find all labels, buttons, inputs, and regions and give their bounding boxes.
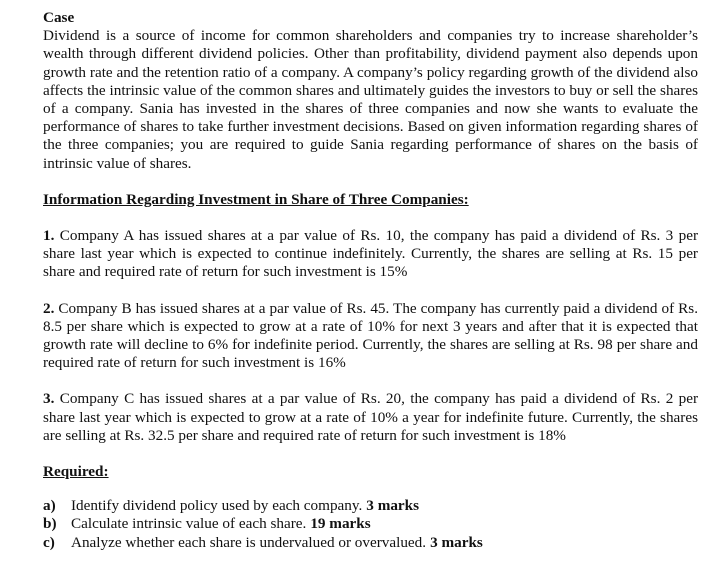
required-heading: Required: — [43, 463, 109, 481]
required-item-text: Identify dividend policy used by each company. — [71, 497, 363, 515]
company-item — [43, 227, 698, 282]
required-item — [43, 515, 698, 533]
company-item-number: 3. — [43, 390, 55, 408]
required-item — [43, 497, 698, 515]
case-document — [43, 9, 698, 552]
company-item-text: Company B has issued shares at a par value of Rs. 45. The company has currently paid a dividend of Rs. 8.5 per share which is expected to grow at a rate of 10% for next 3 years and after that it is expected that growth rate will decline to 6% for indefinite period. Currently, the shares are selling at Rs. 98 per share and required rate of return for such investment is 16% — [43, 299, 698, 372]
company-item-text: Company C has issued shares at a par value of Rs. 20, the company has paid a dividend of Rs. 2 per share last year which is expected to grow at a rate of 10% a year for indefinite future. Currently, the shares are selling at Rs. 32.5 per share and required rate of return for such investment is 18% — [43, 390, 699, 444]
company-item-text: Company A has issued shares at a par value of Rs. 10, the company has paid a dividend of Rs. 3 per share last year which is expected to continue indefinitely. Currently, the shares are selling at Rs. 15 per share and required rate of return for such investment is 15% — [43, 227, 698, 281]
required-item-marks: 19 marks — [310, 515, 371, 533]
required-item-letter: b) — [43, 515, 57, 533]
company-item — [43, 390, 698, 445]
required-item-text: Analyze whether each share is undervalued or overvalued. — [71, 533, 427, 551]
company-item — [43, 300, 698, 373]
case-body: Dividend is a source of income for common shareholders and companies try to increase shareholder’s wealth through different dividend policies. Other than profitability, dividend payment also depends upon growth rate and the retention ratio of a company. A company’s policy regarding growth of the dividend also affects the intrinsic value of the common shares and ultimately guides the investors to buy or sell the shares of a company. Sania has invested in the shares of three companies and now she wants to evaluate the performance of shares to take further investment decisions. Based on given information regarding shares of the three companies; you are required to guide Sania regarding performance of shares on the basis of intrinsic value of shares. — [43, 27, 698, 172]
required-item-marks: 3 marks — [366, 497, 420, 515]
required-item — [43, 534, 698, 552]
required-item-marks: 3 marks — [430, 533, 483, 551]
required-item-letter: a) — [43, 497, 56, 515]
information-heading: Information Regarding Investment in Share of Three Companies: — [43, 190, 469, 208]
company-item-number: 1. — [43, 227, 55, 245]
required-item-text: Calculate intrinsic value of each share. — [71, 515, 307, 533]
required-list — [43, 497, 698, 552]
company-item-number: 2. — [43, 299, 55, 317]
case-title: Case — [43, 9, 75, 26]
required-item-letter: c) — [43, 533, 55, 551]
